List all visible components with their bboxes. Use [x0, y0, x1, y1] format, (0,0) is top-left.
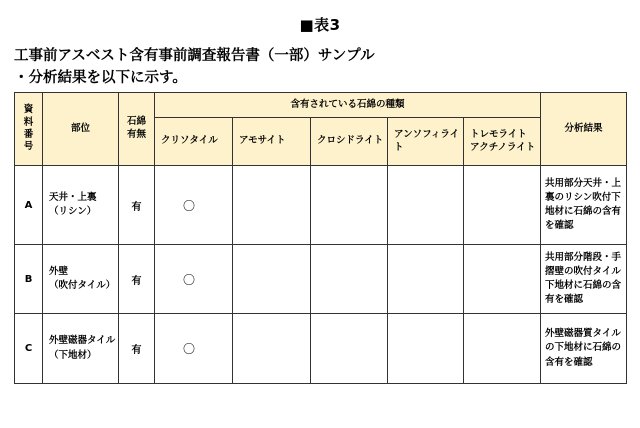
row-presence: 有	[119, 314, 155, 384]
material-name: クリソタイル	[161, 135, 218, 147]
row-result-line: 裏のリシン吹付下	[545, 191, 621, 203]
row-location-line: 天井・上裏	[49, 191, 97, 203]
row-location-line: 外壁	[49, 265, 69, 277]
row-location-line: （下地材）	[49, 349, 97, 361]
header-row-1	[15, 93, 627, 118]
row-mark	[388, 314, 464, 384]
row-result-line: を確認	[545, 220, 574, 232]
row-id: C	[15, 314, 43, 384]
row-result-line: 共用部分天井・上	[545, 177, 622, 189]
table-row	[15, 166, 627, 245]
row-result-line: 下地材に石綿の含	[545, 280, 622, 291]
row-result-line: 含有を確認	[545, 356, 593, 368]
col-header-id-char: 資	[23, 104, 34, 116]
row-mark: 〇	[155, 314, 233, 384]
row-result-line: の下地材に石綿の	[545, 342, 622, 354]
row-location	[43, 314, 119, 384]
material-name: クロシドライト	[317, 135, 384, 147]
row-result-line: 有を確認	[545, 294, 584, 306]
row-mark	[464, 314, 541, 384]
row-id: A	[15, 166, 43, 245]
material-header	[233, 118, 311, 166]
col-header-id-char: 号	[23, 141, 34, 153]
row-result	[541, 245, 627, 314]
row-result-line: 外壁磁器質タイル	[545, 328, 621, 340]
row-mark	[464, 166, 541, 245]
material-header	[388, 118, 464, 166]
row-location-line: 外壁磁器タイル	[49, 335, 116, 347]
table-row	[15, 245, 627, 314]
row-presence: 有	[119, 245, 155, 314]
asbestos-analysis-table	[14, 92, 627, 384]
col-header-presence-line: 石綿	[126, 116, 146, 128]
material-name: アンソフィライト	[394, 128, 460, 153]
col-header-result: 分析結果	[541, 93, 627, 166]
row-mark	[233, 166, 311, 245]
col-header-id	[15, 93, 43, 166]
table-number: ■表3	[299, 16, 341, 34]
report-heading: 工事前アスベスト含有事前調査報告書（一部）サンプル	[14, 48, 375, 64]
row-result-line: 摺壁の吹付タイル	[545, 265, 621, 277]
row-id: B	[15, 245, 43, 314]
col-header-id-char: 料	[23, 116, 34, 128]
material-name: アモサイト	[239, 135, 286, 147]
row-location	[43, 166, 119, 245]
row-mark: 〇	[155, 166, 233, 245]
intro-note: ・分析結果を以下に示す。	[14, 70, 187, 86]
material-header	[464, 118, 541, 166]
row-mark	[233, 314, 311, 384]
col-header-id-char: 番	[23, 129, 34, 140]
row-location-line: （リシン）	[49, 206, 97, 217]
row-mark	[388, 245, 464, 314]
row-mark	[464, 245, 541, 314]
material-header	[155, 118, 233, 166]
row-mark	[388, 166, 464, 245]
col-header-location: 部位	[43, 93, 119, 166]
row-mark	[233, 245, 311, 314]
row-mark: 〇	[155, 245, 233, 314]
material-name: トレモライト	[470, 128, 527, 140]
row-result	[541, 166, 627, 245]
col-header-presence-line: 有無	[126, 129, 146, 140]
row-result	[541, 314, 627, 384]
row-mark	[311, 166, 388, 245]
material-header	[311, 118, 388, 166]
row-presence: 有	[119, 166, 155, 245]
row-location	[43, 245, 119, 314]
row-result-line: 共用部分階段・手	[545, 251, 622, 263]
table-row	[15, 314, 627, 384]
col-header-asbestos-types: 含有されている石綿の種類	[155, 93, 541, 118]
row-result-line: 地材に石綿の含有	[545, 206, 622, 217]
row-location-line: （吹付タイル）	[49, 280, 116, 291]
col-header-presence	[119, 93, 155, 166]
row-mark	[311, 245, 388, 314]
row-mark	[311, 314, 388, 384]
material-name-line2: アクチノライト	[470, 141, 536, 153]
